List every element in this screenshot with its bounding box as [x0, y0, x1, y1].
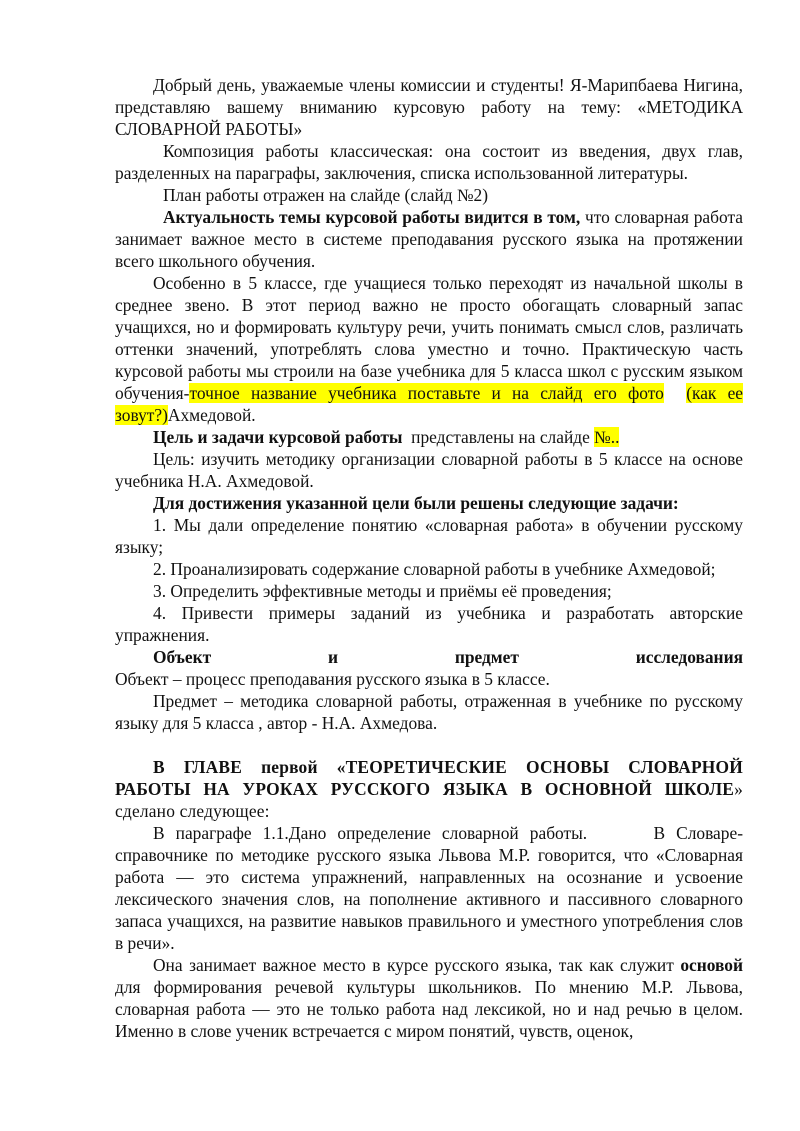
highlight-question: (как ее зовут?): [115, 383, 744, 425]
relevance-paragraph: Актуальность темы курсовой работы видится в том, что словарная работа занимает важное место в системе преподавания русского языка на протяжении всего школьного обучения.: [115, 207, 743, 271]
chapter-one-paragraph: В ГЛАВЕ первой «ТЕОРЕТИЧЕСКИЕ ОСНОВЫ СЛОВАРНОЙ РАБОТЫ НА УРОКАХ РУССКОГО ЯЗЫКА В ОСНОВНОЙ ШКОЛЕ» сделано следующее:: [115, 757, 743, 821]
plan-paragraph: План работы отражен на слайде (слайд №2): [163, 185, 489, 205]
goal-heading-paragraph: Цель и задачи курсовой работы представлены на слайде №..: [153, 427, 620, 447]
object-paragraph: Объект – процесс преподавания русского языка в 5 классе.: [115, 669, 550, 689]
object-subject-heading: Объект и предмет исследования: [153, 647, 743, 667]
blank-line: [115, 734, 743, 756]
subject-paragraph: Предмет – методика словарной работы, отраженная в учебнике по русскому языку для 5 класса , автор - Н.А. Ахмедова.: [115, 691, 743, 733]
intro-paragraph: Добрый день, уважаемые члены комиссии и студенты! Я-Марипбаева Нигина, представляю вашему вниманию курсовую работу на тему: «МЕТОДИКА СЛОВАРНОЙ РАБОТЫ»: [115, 75, 743, 139]
task-item: 1. Мы дали определение понятию «словарная работа» в обучении русскому языку;: [115, 515, 743, 557]
grade5-paragraph: Особенно в 5 классе, где учащиеся только переходят из начальной школы в среднее звено. В этот период важно не просто обогащать словарный запас учащихся, но и формировать культуру речи, учить понимать смысл слов, различать оттенки значений, употреблять слова уместно и точно. Практическую часть курсовой работы мы строили на базе учебника для 5 класса школ с русским языком обучения-точное название учебника поставьте и на слайд его фото (как ее зовут?)Ахмедовой.: [115, 273, 744, 425]
importance-paragraph: Она занимает важное место в курсе русского языка, так как служит основой для формирования речевой культуры школьников. По мнению М.Р. Львова, словарная работа — это не только работа над лексикой, но и над речью в целом. Именно в слове ученик встречается с миром понятий, чувств, оценок,: [115, 955, 743, 1041]
slide-number-highlight: №..: [594, 427, 620, 447]
composition-paragraph: Композиция работы классическая: она состоит из введения, двух глав, разделенных на параграфы, заключения, списка использованной литературы.: [115, 141, 743, 183]
document-page: [115, 74, 748, 1042]
goal-paragraph: Цель: изучить методику организации словарной работы в 5 классе на основе учебника Н.А. Ахмедовой.: [115, 449, 743, 491]
task-item: 4. Привести примеры заданий из учебника и разработать авторские упражнения.: [115, 603, 743, 645]
task-item: 2. Проанализировать содержание словарной работы в учебнике Ахмедовой;: [153, 559, 716, 579]
tasks-heading: Для достижения указанной цели были решены следующие задачи:: [153, 493, 679, 513]
task-item: 3. Определить эффективные методы и приёмы её проведения;: [153, 581, 612, 601]
definition-paragraph: В параграфе 1.1.Дано определение словарной работы. В Словаре-справочнике по методике русского языка Львова М.Р. говорится, что «Словарная работа — это система упражнений, направленных на осознание и усвоение лексического значения слов, на пополнение активного и пассивного словарного запаса учащихся, на развитие навыков правильного и уместного употребления слов в речи».: [115, 823, 748, 953]
highlight-note: точное название учебника поставьте и на слайд его фото: [189, 383, 664, 403]
